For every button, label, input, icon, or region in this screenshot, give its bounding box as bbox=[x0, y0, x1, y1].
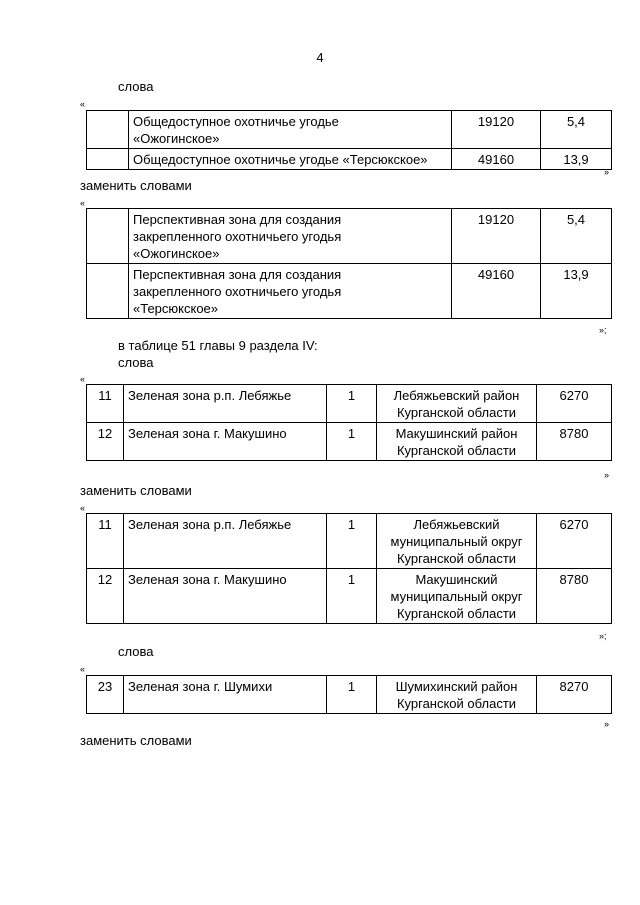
section1-intro: слова bbox=[118, 79, 154, 94]
district-line: Лебяжьевский bbox=[413, 517, 500, 532]
area-cell: 6270 bbox=[537, 514, 612, 569]
district-cell bbox=[377, 514, 537, 569]
area-cell: 19120 bbox=[452, 111, 541, 149]
count-cell: 1 bbox=[327, 569, 377, 624]
name-line: «Ожогинское» bbox=[133, 246, 220, 261]
area-cell: 8780 bbox=[537, 423, 612, 461]
sec1-new-table bbox=[86, 208, 612, 319]
land-name bbox=[129, 264, 452, 319]
table-row bbox=[87, 514, 612, 569]
count-cell: 1 bbox=[327, 514, 377, 569]
district-line: муниципальный округ bbox=[390, 534, 523, 549]
row-number bbox=[87, 111, 129, 149]
count-cell: 1 bbox=[327, 423, 377, 461]
district-line: Курганской области bbox=[396, 405, 517, 420]
close-quote-semicolon: »; bbox=[599, 631, 607, 641]
district-line: Курганской области bbox=[396, 551, 517, 566]
table-row bbox=[87, 385, 612, 423]
section2-heading: в таблице 51 главы 9 раздела IV: bbox=[118, 338, 318, 353]
table-row bbox=[87, 111, 612, 149]
close-quote: » bbox=[604, 470, 610, 480]
open-quote: « bbox=[80, 664, 86, 674]
table-row bbox=[87, 676, 612, 714]
district-line: Курганской области bbox=[396, 696, 517, 711]
name-line: Общедоступное охотничье угодье «Терсюкское» bbox=[133, 152, 428, 167]
sec2-new-table bbox=[86, 513, 612, 624]
open-quote: « bbox=[80, 198, 86, 208]
district-cell bbox=[377, 423, 537, 461]
zone-name: Зеленая зона г. Макушино bbox=[124, 423, 327, 461]
open-quote: « bbox=[80, 374, 86, 384]
value-cell: 5,4 bbox=[541, 209, 612, 264]
zone-name: Зеленая зона р.п. Лебяжье bbox=[124, 385, 327, 423]
area-cell: 49160 bbox=[452, 264, 541, 319]
table-row bbox=[87, 264, 612, 319]
district-line: Макушинский район bbox=[395, 426, 518, 441]
district-line: Лебяжьевский район bbox=[393, 388, 520, 403]
district-cell bbox=[377, 385, 537, 423]
area-cell: 19120 bbox=[452, 209, 541, 264]
area-cell: 8270 bbox=[537, 676, 612, 714]
land-name bbox=[129, 111, 452, 149]
table-row bbox=[87, 149, 612, 170]
name-line: «Терсюкское» bbox=[133, 301, 219, 316]
sec1-old-table bbox=[86, 110, 612, 170]
section2-intro: слова bbox=[118, 355, 154, 370]
district-cell bbox=[377, 676, 537, 714]
area-cell: 6270 bbox=[537, 385, 612, 423]
row-number: 23 bbox=[87, 676, 124, 714]
table-row bbox=[87, 423, 612, 461]
value-cell: 5,4 bbox=[541, 111, 612, 149]
section3-intro: слова bbox=[118, 644, 154, 659]
district-line: Курганской области bbox=[396, 606, 517, 621]
value-cell: 13,9 bbox=[541, 264, 612, 319]
sec3-old-table bbox=[86, 675, 612, 714]
row-number bbox=[87, 209, 129, 264]
name-line: Перспективная зона для создания bbox=[133, 212, 342, 227]
row-number bbox=[87, 149, 129, 170]
name-line: закрепленного охотничьего угодья bbox=[133, 229, 342, 244]
land-name bbox=[129, 209, 452, 264]
open-quote: « bbox=[80, 99, 86, 109]
row-number: 11 bbox=[87, 385, 124, 423]
name-line: закрепленного охотничьего угодья bbox=[133, 284, 342, 299]
district-line: Курганской области bbox=[396, 443, 517, 458]
value-cell: 13,9 bbox=[541, 149, 612, 170]
row-number: 11 bbox=[87, 514, 124, 569]
replace-label: заменить словами bbox=[80, 483, 192, 498]
district-line: Шумихинский район bbox=[395, 679, 518, 694]
close-quote: » bbox=[604, 719, 610, 729]
district-line: муниципальный округ bbox=[390, 589, 523, 604]
name-line: Общедоступное охотничье угодье bbox=[133, 114, 339, 129]
row-number bbox=[87, 264, 129, 319]
area-cell: 8780 bbox=[537, 569, 612, 624]
count-cell: 1 bbox=[327, 385, 377, 423]
district-cell bbox=[377, 569, 537, 624]
open-quote: « bbox=[80, 503, 86, 513]
table-row bbox=[87, 569, 612, 624]
row-number: 12 bbox=[87, 423, 124, 461]
replace-label: заменить словами bbox=[80, 733, 192, 748]
table-row bbox=[87, 209, 612, 264]
count-cell: 1 bbox=[327, 676, 377, 714]
close-quote-semicolon: »; bbox=[599, 325, 607, 335]
replace-label: заменить словами bbox=[80, 178, 192, 193]
zone-name: Зеленая зона г. Макушино bbox=[124, 569, 327, 624]
name-line: Перспективная зона для создания bbox=[133, 267, 342, 282]
sec2-old-table bbox=[86, 384, 612, 461]
name-line: «Ожогинское» bbox=[133, 131, 220, 146]
page-number: 4 bbox=[316, 50, 324, 65]
area-cell: 49160 bbox=[452, 149, 541, 170]
district-line: Макушинский bbox=[415, 572, 498, 587]
zone-name: Зеленая зона р.п. Лебяжье bbox=[124, 514, 327, 569]
zone-name: Зеленая зона г. Шумихи bbox=[124, 676, 327, 714]
row-number: 12 bbox=[87, 569, 124, 624]
close-quote: » bbox=[604, 167, 610, 177]
land-name bbox=[129, 149, 452, 170]
